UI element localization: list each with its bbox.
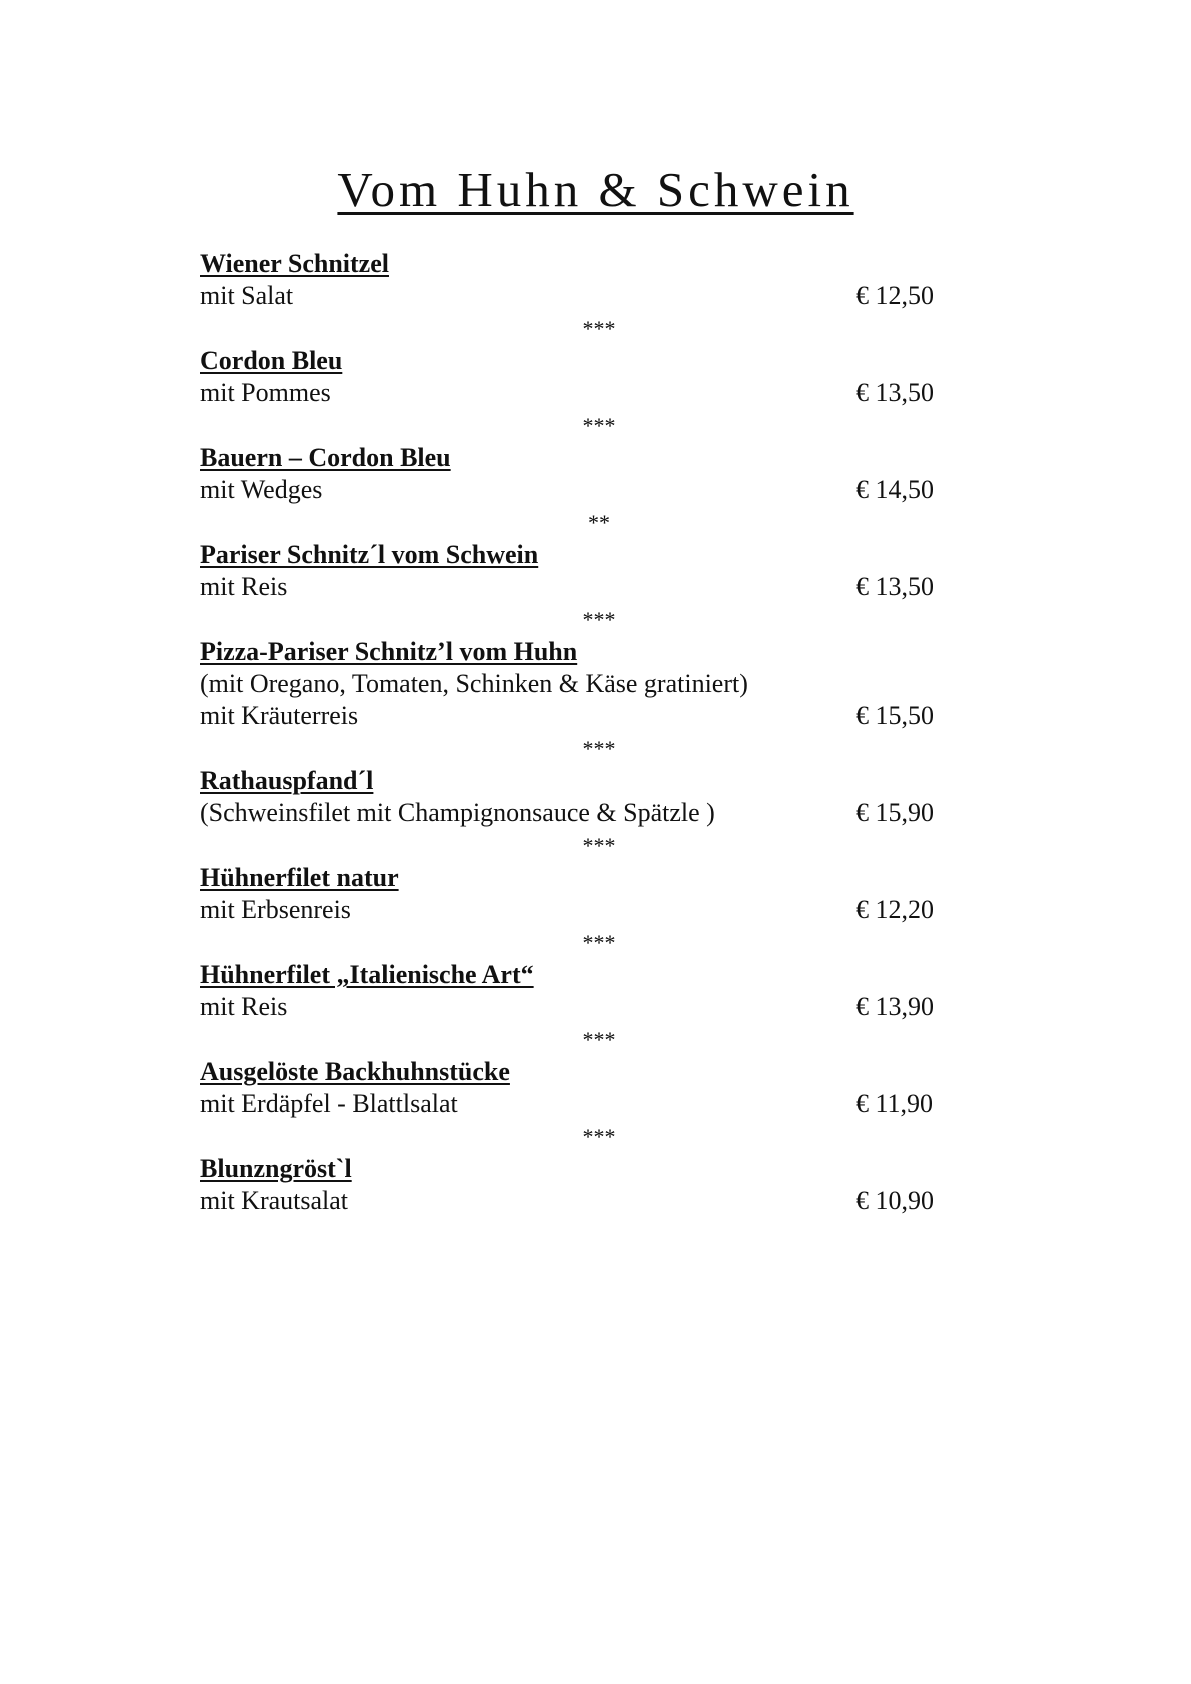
- menu-list: [200, 248, 945, 1217]
- item-name: Hühnerfilet „Italienische Art“: [200, 960, 534, 989]
- menu-item: [200, 442, 945, 539]
- item-description: [200, 894, 945, 926]
- item-separator: ***: [582, 833, 616, 858]
- menu-item: [200, 539, 945, 636]
- item-price: € 10,90: [856, 1186, 934, 1215]
- page-title-text: Vom Huhn & Schwein: [337, 162, 854, 217]
- item-name: Cordon Bleu: [200, 346, 343, 375]
- item-price: € 15,90: [856, 798, 934, 827]
- menu-item: [200, 862, 945, 959]
- item-separator: ***: [582, 1124, 616, 1149]
- item-description: [200, 991, 945, 1023]
- item-separator: ***: [582, 607, 616, 632]
- item-price: € 13,50: [856, 572, 934, 601]
- item-separator: ***: [582, 413, 616, 438]
- item-price: € 12,20: [856, 895, 934, 924]
- item-description: [200, 797, 945, 829]
- item-description: [200, 1185, 945, 1217]
- item-description-text: mit Krautsalat: [200, 1186, 349, 1215]
- item-separator: ***: [582, 930, 616, 955]
- menu-item: [200, 248, 945, 345]
- menu-item: [200, 959, 945, 1056]
- item-price: € 11,90: [856, 1089, 934, 1118]
- item-price: € 13,90: [856, 992, 934, 1021]
- item-description-text: (mit Oregano, Tomaten, Schinken & Käse gratiniert): [200, 669, 748, 698]
- item-description: [200, 1088, 945, 1120]
- item-description: [200, 571, 945, 603]
- item-description-text: mit Wedges: [200, 475, 323, 504]
- item-description: [200, 280, 945, 312]
- item-name: Rathauspfand´l: [200, 766, 374, 795]
- menu-item: [200, 345, 945, 442]
- item-description-text: mit Erdäpfel - Blattlsalat: [200, 1089, 458, 1118]
- item-description: [200, 668, 945, 700]
- item-name: Bauern – Cordon Bleu: [200, 443, 451, 472]
- item-price: € 15,50: [856, 701, 934, 730]
- menu-item: [200, 1056, 945, 1153]
- item-price: € 14,50: [856, 475, 934, 504]
- item-separator: ***: [582, 1027, 616, 1052]
- menu-item: [200, 1153, 945, 1217]
- item-name: Wiener Schnitzel: [200, 249, 389, 278]
- item-description: [200, 700, 945, 732]
- menu-item: [200, 765, 945, 862]
- item-description-text: mit Reis: [200, 572, 288, 601]
- menu-item: [200, 636, 945, 765]
- item-description-text: mit Erbsenreis: [200, 895, 351, 924]
- item-name: Blunzngröst`l: [200, 1154, 352, 1183]
- item-description-text: (Schweinsfilet mit Champignonsauce & Spätzle ): [200, 798, 715, 827]
- item-description-text: mit Kräuterreis: [200, 701, 359, 730]
- item-name: Pizza-Pariser Schnitz’l vom Huhn: [200, 637, 578, 666]
- item-separator: ***: [582, 316, 616, 341]
- item-price: € 12,50: [856, 281, 934, 310]
- item-name: Pariser Schnitz´l vom Schwein: [200, 540, 539, 569]
- item-description: [200, 377, 945, 409]
- item-price: € 13,50: [856, 378, 934, 407]
- item-description: [200, 474, 945, 506]
- item-description-text: mit Salat: [200, 281, 294, 310]
- page-title: [0, 160, 1191, 220]
- item-separator: **: [588, 510, 610, 535]
- item-name: Ausgelöste Backhuhnstücke: [200, 1057, 510, 1086]
- item-separator: ***: [582, 736, 616, 761]
- item-description-text: mit Pommes: [200, 378, 331, 407]
- item-description-text: mit Reis: [200, 992, 288, 1021]
- item-name: Hühnerfilet natur: [200, 863, 399, 892]
